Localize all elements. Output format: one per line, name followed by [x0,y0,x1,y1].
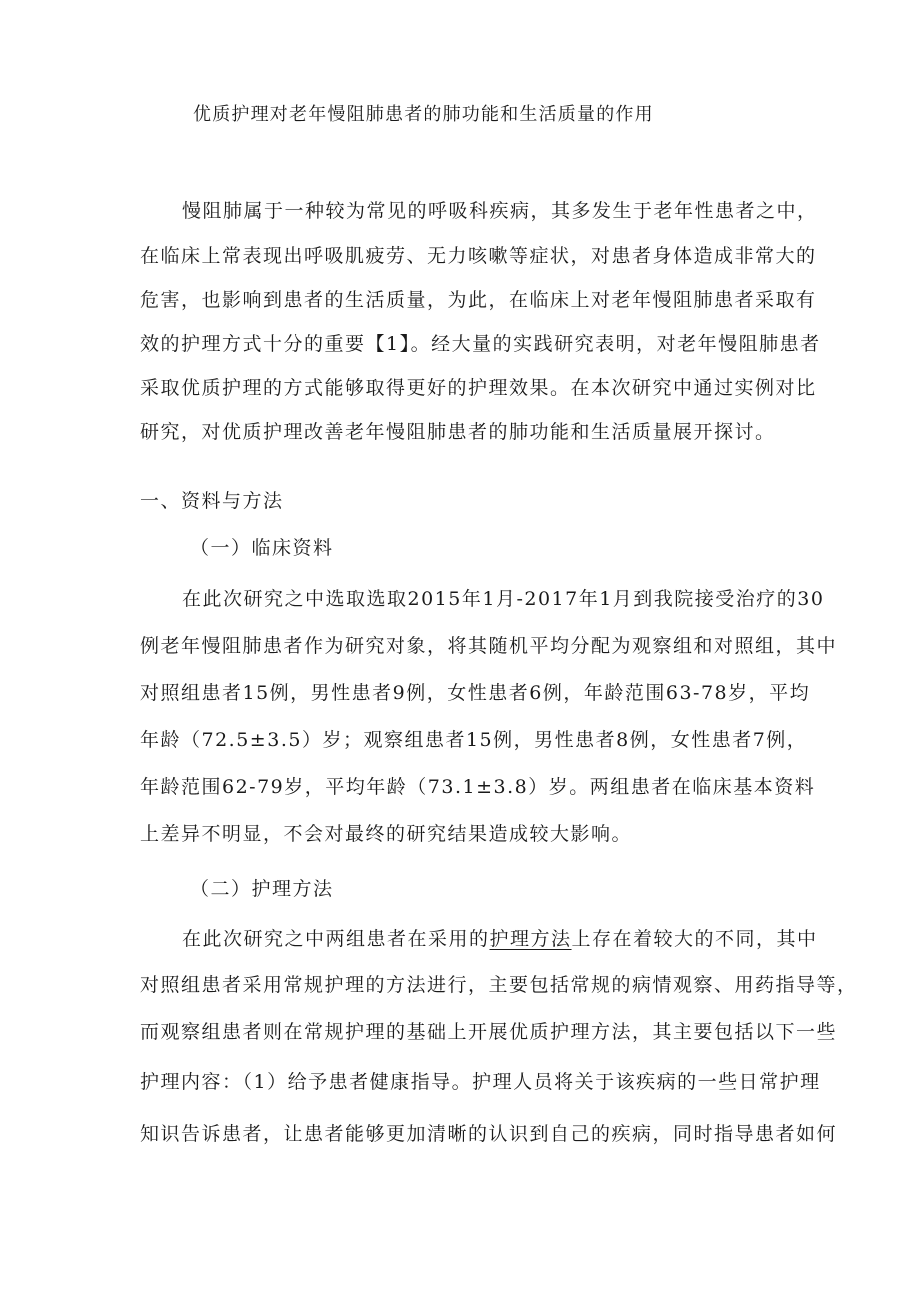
intro-line: 危害，也影响到患者的生活质量，为此，在临床上对老年慢阻肺患者采取有 [140,289,817,311]
clinical-line: 对照组患者15例，男性患者9例，女性患者6例，年龄范围63-78岁，平均 [140,682,811,704]
clinical-line: 在此次研究之中选取选取2015年1月-2017年1月到我院接受治疗的30 [182,588,825,610]
methods-line: 对照组患者采用常规护理的方法进行，主要包括常规的病情观察、用药指导等， [140,974,858,996]
intro-line: 在临床上常表现出呼吸肌疲劳、无力咳嗽等症状，对患者身体造成非常大的 [140,245,817,267]
clinical-line: 年龄（72.5±3.5）岁；观察组患者15例，男性患者8例，女性患者7例， [140,729,808,751]
subsection-heading: （一）临床资料 [190,537,334,559]
document-title: 优质护理对老年慢阻肺患者的肺功能和生活质量的作用 [193,104,654,125]
methods-text: 上存在着较大的不同，其中 [571,928,818,950]
intro-line: 采取优质护理的方式能够取得更好的护理效果。在本次研究中通过实例对比 [140,377,817,399]
clinical-line: 例老年慢阻肺患者作为研究对象，将其随机平均分配为观察组和对照组，其中 [140,635,838,657]
clinical-line: 上差异不明显，不会对最终的研究结果造成较大影响。 [140,823,633,845]
methods-line: 护理内容：（1）给予患者健康指导。护理人员将关于该疾病的一些日常护理 [140,1071,821,1093]
intro-line: 慢阻肺属于一种较为常见的呼吸科疾病，其多发生于老年性患者之中， [182,200,818,222]
intro-line: 研究，对优质护理改善老年慢阻肺患者的肺功能和生活质量展开探讨。 [140,421,776,443]
methods-line [182,924,862,954]
methods-line: 而观察组患者则在常规护理的基础上开展优质护理方法，其主要包括以下一些 [140,1021,838,1043]
clinical-line: 年龄范围62-79岁，平均年龄（73.1±3.8）岁。两组患者在临床基本资料 [140,776,816,798]
intro-line: 效的护理方式十分的重要【1】。经大量的实践研究表明，对老年慢阻肺患者 [140,333,821,355]
methods-text: 在此次研究之中两组患者在采用的 [182,928,490,950]
methods-line: 知识告诉患者，让患者能够更加清晰的认识到自己的疾病，同时指导患者如何 [140,1123,838,1145]
subsection-heading: （二）护理方法 [190,878,334,900]
nursing-method-link[interactable]: 护理方法 [489,928,572,950]
section-heading: 一、资料与方法 [140,490,284,512]
